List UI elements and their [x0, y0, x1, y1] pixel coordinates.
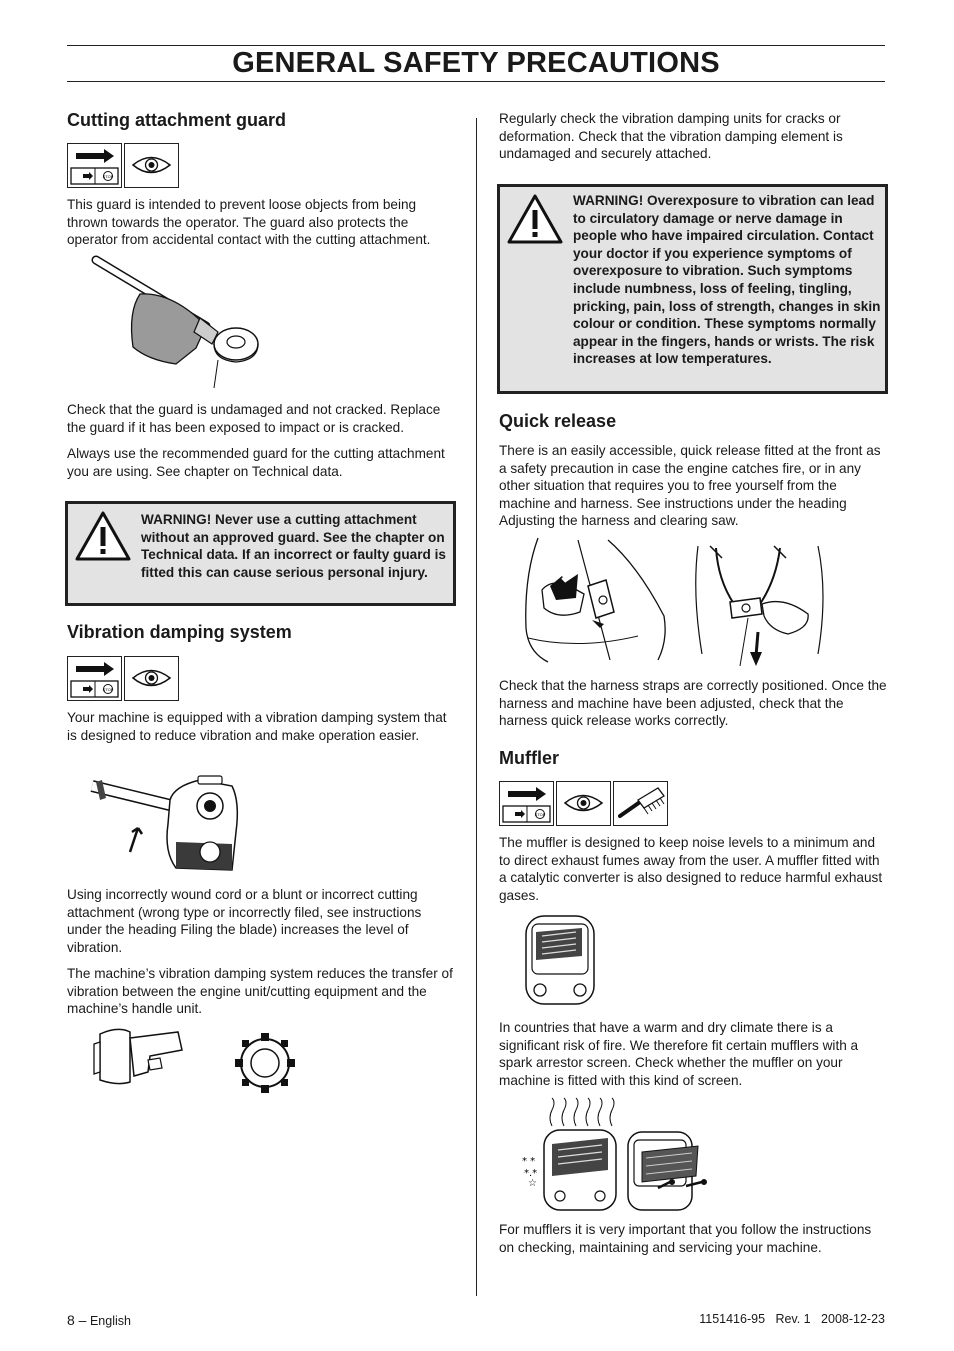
header-rule-bottom	[67, 81, 885, 82]
stop-engine-icon	[67, 143, 122, 188]
warning-box-guard	[65, 501, 456, 606]
spark-arrestor-illustration	[520, 1096, 710, 1214]
inspect-eye-icon	[124, 656, 179, 701]
cutting-guard-paragraph-3: Always use the recommended guard for the cutting attachment you are using. See chapter on Technical data.	[67, 446, 445, 479]
vibration-paragraph-3: The machine’s vibration damping system reduces the transfer of vibration between the engine unit/cutting equipment and the machine’s handle unit.	[67, 966, 453, 1016]
muffler-paragraph-1: The muffler is designed to keep noise levels to a minimum and to direct exhaust fumes away from the user. A muffler fitted with a catalytic converter is also designed to reduce harmful exhaust gases.	[499, 835, 883, 903]
cutting-guard-paragraph-1: This guard is intended to prevent loose objects from being thrown towards the operator. The guard also protects the operator from accidental contact with the cutting attachment.	[67, 197, 431, 247]
muffler-paragraph-3: For mufflers it is very important that you follow the instructions on checking, maintaining and servicing your machine.	[499, 1222, 872, 1255]
document-reference: 1151416-95 Rev. 1 2008-12-23	[699, 1312, 885, 1326]
vibration-check-paragraph: Regularly check the vibration damping units for cracks or deformation. Check that the vibration damping element is undamaged and securely attached.	[499, 111, 843, 161]
svg-text:STOP: STOP	[102, 687, 114, 692]
cleaning-brush-icon	[613, 781, 668, 826]
page-number-footer	[67, 1312, 131, 1328]
warning-triangle-icon	[74, 510, 132, 562]
vibration-icon-row	[67, 656, 179, 701]
vibration-paragraph-1: Your machine is equipped with a vibration damping system that is designed to reduce vibration and make operation easier.	[67, 710, 447, 743]
section-heading-muffler: Muffler	[499, 748, 559, 768]
damping-ring-illustration	[232, 1030, 298, 1096]
page-number: 8 –	[67, 1312, 87, 1328]
column-divider	[476, 118, 477, 1296]
warning-text-vibration: WARNING! Overexposure to vibration can lead to circulatory damage or nerve damage in people who have impaired circulation. Contact your doctor if you experience symptoms of overexposure to vibration. Such symptoms include numbness, loss of feeling, tingling, pricking, pain, loss of strength, changes in skin colour or condition. These symptoms normally appear in the fingers, hands or wrists. The risk increases at low temperatures.	[573, 193, 881, 367]
cutting-guard-paragraph-2: Check that the guard is undamaged and not cracked. Replace the guard if it has been exposed to impact or is cracked.	[67, 402, 441, 435]
svg-text:STOP: STOP	[102, 174, 114, 179]
svg-text:STOP: STOP	[534, 812, 546, 817]
svg-text:☆: ☆	[528, 1178, 537, 1189]
svg-text:* *: * *	[522, 1156, 536, 1167]
section-heading-cutting-guard: Cutting attachment guard	[67, 110, 286, 130]
warning-text-guard: WARNING! Never use a cutting attachment without an approved guard. See the chapter on Technical data. If an incorrect or faulty guard is fitted this can cause serious personal injury.	[141, 512, 446, 580]
footer-language: English	[89, 1314, 131, 1328]
cutting-guard-icon-row	[67, 143, 179, 188]
engine-unit-illustration	[90, 772, 250, 878]
trimmer-guard-illustration	[88, 252, 268, 392]
muffler-paragraph-2: In countries that have a warm and dry climate there is a significant risk of fire. We therefore fit certain mufflers with a spark arrestor screen. Check whether the muffler on your machine is fitted with this kind of screen.	[499, 1020, 859, 1088]
section-heading-quick-release: Quick release	[499, 411, 617, 431]
stop-engine-icon	[67, 656, 122, 701]
inspect-eye-icon	[556, 781, 611, 826]
inspect-eye-icon	[124, 143, 179, 188]
stop-engine-icon	[499, 781, 554, 826]
muffler-icon-row	[499, 781, 668, 826]
warning-triangle-icon	[506, 193, 564, 245]
quick-release-paragraph-2: Check that the harness straps are correctly positioned. Once the harness and machine have been adjusted, check that the harness quick release works correctly.	[499, 678, 887, 728]
quick-release-harness-illustration	[688, 544, 833, 666]
muffler-illustration	[520, 912, 600, 1008]
quick-release-paragraph-1: There is an easily accessible, quick release fitted at the front as a safety precaution in case the engine catches fire, or in any other situation that requires you to free yourself from the machine and harness. See instructions under the heading Adjusting the harness and clearing saw.	[499, 443, 881, 528]
warning-box-vibration	[497, 184, 888, 394]
vibration-paragraph-2: Using incorrectly wound cord or a blunt or incorrect cutting attachment (wrong type or incorrectly filed, see instructions under the heading Filing the blade) increases the level of vibration.	[67, 887, 422, 955]
damping-element-illustration	[90, 1024, 190, 1094]
quick-release-hand-illustration	[518, 536, 668, 664]
svg-text:*.*: *.*	[524, 1168, 538, 1179]
section-heading-vibration: Vibration damping system	[67, 622, 292, 642]
page-title: GENERAL SAFETY PRECAUTIONS	[232, 47, 720, 79]
